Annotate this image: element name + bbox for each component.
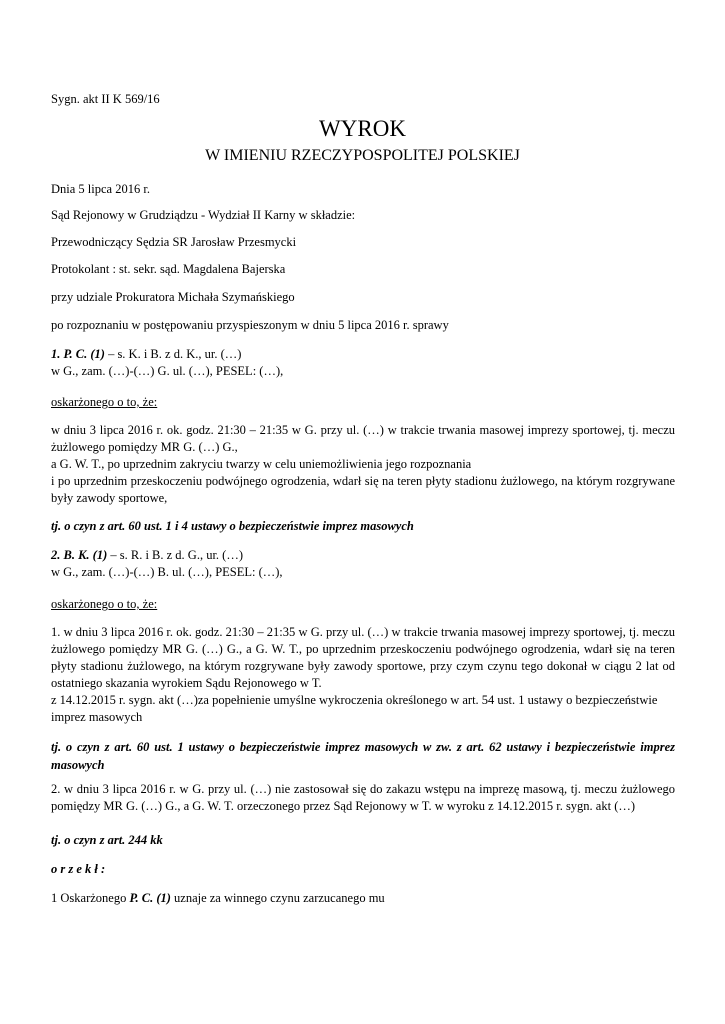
proceedings-statement: po rozpoznaniu w postępowaniu przyspieszonym w dniu 5 lipca 2016 r. sprawy xyxy=(51,318,449,332)
court-composition: Sąd Rejonowy w Grudziądzu - Wydział II Karny w składzie: xyxy=(51,208,356,222)
defendant-2-parents: – s. R. i B. z d. G., ur. (…) xyxy=(107,548,244,562)
defendant-1-charge xyxy=(51,422,675,507)
verdict-label: o r z e k ł : xyxy=(51,862,106,876)
defendant-2-qualification-2: tj. o czyn z art. 244 kk xyxy=(51,833,163,847)
defendant-1-charge-line-1: w dniu 3 lipca 2016 r. ok. godz. 21:30 – 21:35 w G. przy ul. (…) w trakcie trwania masowej imprezy sportowej, tj. meczu żużlowego pomiędzy MR G. (…) G., xyxy=(51,423,675,454)
verdict-point-1 xyxy=(51,890,675,907)
verdict-point-1-name: P. C. (1) xyxy=(129,891,171,905)
defendant-2-charge-2: 2. w dniu 3 lipca 2016 r. w G. przy ul. (…) nie zastosował się do zakazu wstępu na imprezę masową, tj. meczu żużlowego pomiędzy MR G. (…) G., a G. W. T. orzeczonego przez Sąd Rejonowy w T. w wyroku z 14.12.2015 r. sygn. akt (…) xyxy=(51,782,675,813)
defendant-2-accused-label: oskarżonego o to, że: xyxy=(51,597,158,611)
defendant-1-name: 1. P. C. (1) xyxy=(51,347,105,361)
defendant-2-qualification-1: tj. o czyn z art. 60 ust. 1 ustawy o bezpieczeństwie imprez masowych w zw. z art. 62 ustawy i bezpieczeństwie imprez masowych xyxy=(51,740,675,772)
verdict-point-1-prefix: 1 Oskarżonego xyxy=(51,891,130,905)
defendant-1-charge-line-2: a G. W. T., po uprzednim zakryciu twarzy w celu uniemożliwienia jego rozpoznania xyxy=(51,457,472,471)
prosecutor: przy udziale Prokuratora Michała Szymańskiego xyxy=(51,290,295,304)
defendant-1-charge-line-3: i po uprzednim przeskoczeniu podwójnego ogrodzenia, wdarł się na teren płyty stadionu żużlowego, na którym rozgrywane były zawody sportowe, xyxy=(51,474,675,505)
defendant-1-qualification: tj. o czyn z art. 60 ust. 1 i 4 ustawy o bezpieczeństwie imprez masowych xyxy=(51,519,414,533)
presiding-judge: Przewodniczący Sędzia SR Jarosław Przesmycki xyxy=(51,235,297,249)
defendant-2-details xyxy=(51,547,675,581)
defendant-2-address: w G., zam. (…)-(…) B. ul. (…), PESEL: (…), xyxy=(51,565,283,579)
defendant-1-details xyxy=(51,346,675,380)
document-subtitle: W IMIENIU RZECZYPOSPOLITEJ POLSKIEJ xyxy=(205,147,520,164)
case-number: Sygn. akt II K 569/16 xyxy=(51,92,160,106)
defendant-2-charge-1-text: 1. w dniu 3 lipca 2016 r. ok. godz. 21:30 – 21:35 w G. przy ul. (…) w trakcie trwania masowej imprezy sportowej, tj. meczu żużlowego pomiędzy MR G. (…) G., a G. W. T., po uprzednim przeskoczeniu podwójnego ogrodzenia, wdarł się na teren płyty stadionu żużlowego, na którym rozgrywane były zawody sportowe, przy czym czynu tego dokonał w ciągu 2 lat od ostatniego skazania wyrokiem Sądu Rejonowego w T. xyxy=(51,625,675,690)
court-clerk: Protokolant : st. sekr. sąd. Magdalena Bajerska xyxy=(51,262,286,276)
defendant-2-charge-1-reference: z 14.12.2015 r. sygn. akt (…)za popełnienie umyślne wykroczenia określonego w art. 54 ust. 1 ustawy o bezpieczeństwie imprez masowych xyxy=(51,693,658,724)
verdict-point-1-suffix: uznaje za winnego czynu zarzucanego mu xyxy=(170,891,385,905)
verdict-date: Dnia 5 lipca 2016 r. xyxy=(51,182,150,196)
defendant-1-address: w G., zam. (…)-(…) G. ul. (…), PESEL: (…), xyxy=(51,364,284,378)
defendant-1-parents: – s. K. i B. z d. K., ur. (…) xyxy=(104,347,242,361)
defendant-2-charge-1 xyxy=(51,624,675,726)
defendant-2-name: 2. B. K. (1) xyxy=(51,548,108,562)
document-title: WYROK xyxy=(319,116,406,141)
defendant-1-accused-label: oskarżonego o to, że: xyxy=(51,395,158,409)
